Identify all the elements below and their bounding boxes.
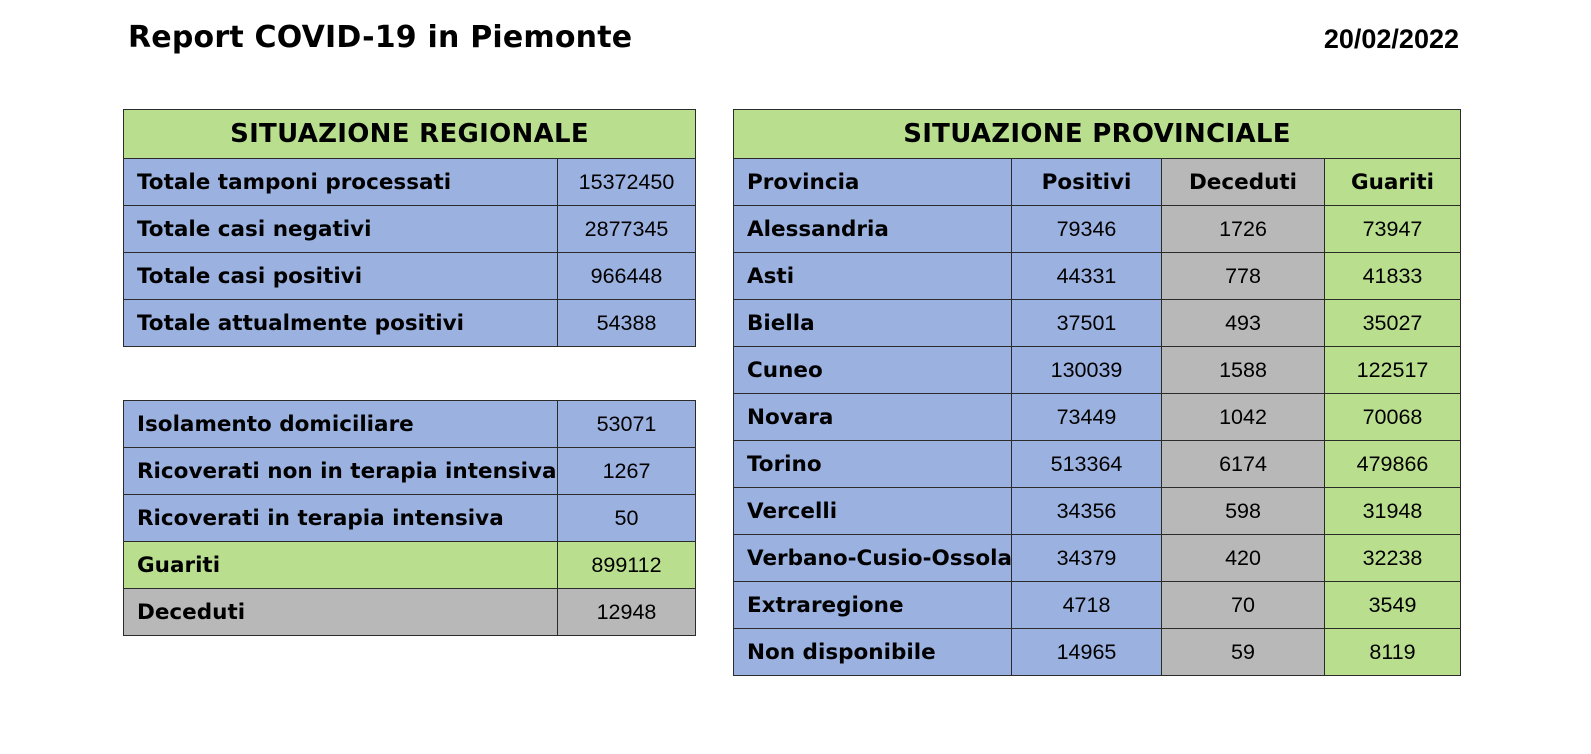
table-row <box>124 542 696 589</box>
row-label: Totale casi positivi <box>124 253 558 300</box>
positivi-cell: 79346 <box>1012 206 1162 253</box>
guariti-cell: 70068 <box>1325 394 1461 441</box>
row-value: 50 <box>558 495 696 542</box>
guariti-cell: 35027 <box>1325 300 1461 347</box>
provincia-cell: Cuneo <box>734 347 1012 394</box>
provincia-cell: Non disponibile <box>734 629 1012 676</box>
provincia-cell: Asti <box>734 253 1012 300</box>
provincia-cell: Vercelli <box>734 488 1012 535</box>
table-row <box>734 629 1461 676</box>
table-row <box>734 582 1461 629</box>
column-header-row <box>734 159 1461 206</box>
table-row <box>124 253 696 300</box>
provincia-cell: Torino <box>734 441 1012 488</box>
guariti-cell: 41833 <box>1325 253 1461 300</box>
table-row <box>124 589 696 636</box>
regional-situation-table <box>123 109 696 347</box>
deceduti-cell: 70 <box>1162 582 1325 629</box>
guariti-cell: 31948 <box>1325 488 1461 535</box>
table-row <box>734 394 1461 441</box>
positivi-cell: 34356 <box>1012 488 1162 535</box>
guariti-cell: 8119 <box>1325 629 1461 676</box>
table-row <box>124 206 696 253</box>
table-row <box>124 448 696 495</box>
column-header-positivi: Positivi <box>1012 159 1162 206</box>
positivi-cell: 513364 <box>1012 441 1162 488</box>
row-label: Totale tamponi processati <box>124 159 558 206</box>
table-row <box>734 206 1461 253</box>
table-row <box>124 401 696 448</box>
row-value: 15372450 <box>558 159 696 206</box>
positivi-cell: 4718 <box>1012 582 1162 629</box>
provincial-title: SITUAZIONE PROVINCIALE <box>734 110 1461 159</box>
positivi-cell: 130039 <box>1012 347 1162 394</box>
guariti-cell: 3549 <box>1325 582 1461 629</box>
table-row <box>734 300 1461 347</box>
report-date: 20/02/2022 <box>1323 24 1459 54</box>
report-title: Report COVID-19 in Piemonte <box>128 20 633 55</box>
row-value: 53071 <box>558 401 696 448</box>
column-header-provincia: Provincia <box>734 159 1012 206</box>
table-row <box>124 300 696 347</box>
table-row <box>734 347 1461 394</box>
row-value: 899112 <box>558 542 696 589</box>
deceduti-cell: 420 <box>1162 535 1325 582</box>
guariti-cell: 32238 <box>1325 535 1461 582</box>
positivi-cell: 73449 <box>1012 394 1162 441</box>
outcomes-table <box>123 400 696 636</box>
regional-header-row <box>124 110 696 159</box>
column-header-guariti: Guariti <box>1325 159 1461 206</box>
provincial-header-row <box>734 110 1461 159</box>
row-value: 2877345 <box>558 206 696 253</box>
row-value: 12948 <box>558 589 696 636</box>
row-value: 54388 <box>558 300 696 347</box>
deceduti-cell: 778 <box>1162 253 1325 300</box>
deceduti-cell: 493 <box>1162 300 1325 347</box>
positivi-cell: 14965 <box>1012 629 1162 676</box>
row-value: 966448 <box>558 253 696 300</box>
row-label: Isolamento domiciliare <box>124 401 558 448</box>
guariti-cell: 122517 <box>1325 347 1461 394</box>
row-label: Deceduti <box>124 589 558 636</box>
provincia-cell: Novara <box>734 394 1012 441</box>
column-header-deceduti: Deceduti <box>1162 159 1325 206</box>
deceduti-cell: 59 <box>1162 629 1325 676</box>
table-row <box>124 495 696 542</box>
row-value: 1267 <box>558 448 696 495</box>
deceduti-cell: 6174 <box>1162 441 1325 488</box>
guariti-cell: 73947 <box>1325 206 1461 253</box>
provincia-cell: Biella <box>734 300 1012 347</box>
provincia-cell: Extraregione <box>734 582 1012 629</box>
table-row <box>734 488 1461 535</box>
table-row <box>734 441 1461 488</box>
row-label: Totale casi negativi <box>124 206 558 253</box>
table-row <box>124 159 696 206</box>
deceduti-cell: 1042 <box>1162 394 1325 441</box>
regional-title: SITUAZIONE REGIONALE <box>124 110 696 159</box>
table-row <box>734 535 1461 582</box>
positivi-cell: 34379 <box>1012 535 1162 582</box>
table-row <box>734 253 1461 300</box>
row-label: Ricoverati non in terapia intensiva <box>124 448 558 495</box>
provincia-cell: Alessandria <box>734 206 1012 253</box>
row-label: Ricoverati in terapia intensiva <box>124 495 558 542</box>
deceduti-cell: 598 <box>1162 488 1325 535</box>
provincia-cell: Verbano-Cusio-Ossola <box>734 535 1012 582</box>
positivi-cell: 37501 <box>1012 300 1162 347</box>
positivi-cell: 44331 <box>1012 253 1162 300</box>
guariti-cell: 479866 <box>1325 441 1461 488</box>
deceduti-cell: 1588 <box>1162 347 1325 394</box>
deceduti-cell: 1726 <box>1162 206 1325 253</box>
row-label: Totale attualmente positivi <box>124 300 558 347</box>
provincial-situation-table <box>733 109 1461 676</box>
row-label: Guariti <box>124 542 558 589</box>
